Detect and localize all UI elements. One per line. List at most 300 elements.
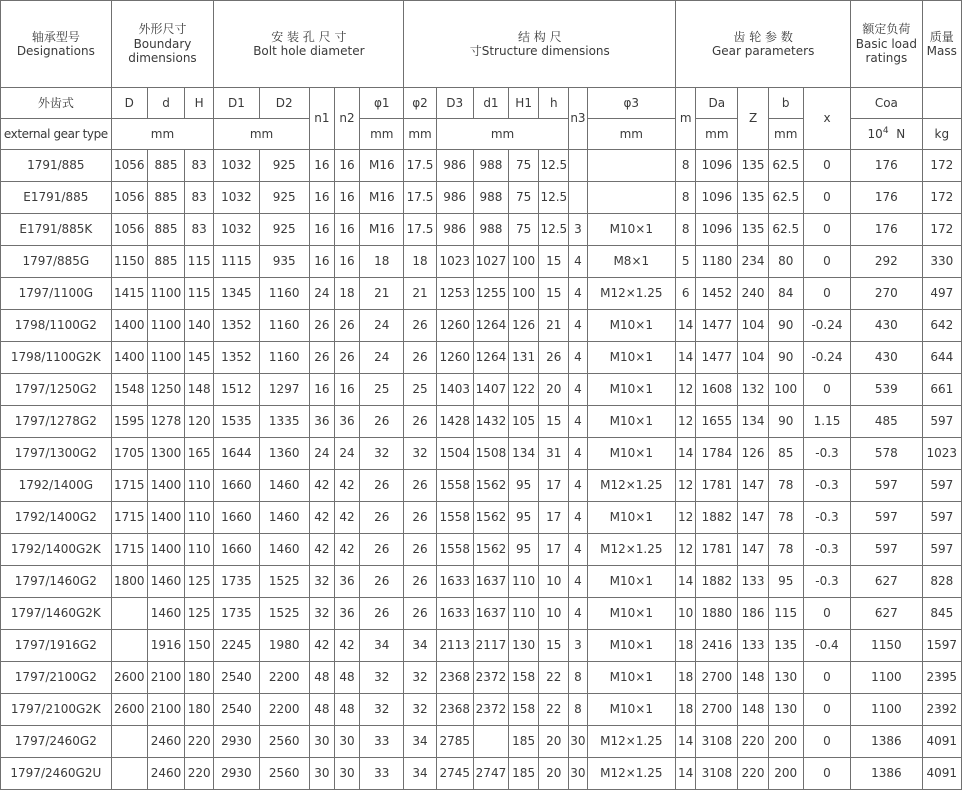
cell-Z: 148 — [738, 694, 768, 726]
cell-Z: 133 — [738, 630, 768, 662]
cell-x: 0 — [803, 726, 850, 758]
col-d: d — [147, 88, 184, 119]
cell-D1: 2540 — [214, 694, 259, 726]
cell-phi1: 33 — [360, 726, 404, 758]
cell-H: 220 — [185, 726, 214, 758]
cell-d: 2460 — [147, 726, 184, 758]
cell-mass: 4091 — [922, 758, 961, 790]
cell-h: 26 — [539, 342, 569, 374]
cell-phi3: M10×1 — [587, 502, 676, 534]
table-row — [1, 342, 962, 374]
cell-D2: 935 — [259, 246, 309, 278]
cell-H1: 131 — [509, 342, 539, 374]
cell-b: 100 — [768, 374, 803, 406]
cell-H1: 95 — [509, 502, 539, 534]
cell-h: 17 — [539, 534, 569, 566]
cell-H1: 185 — [509, 758, 539, 790]
col-n3: n3 — [569, 88, 587, 150]
cell-n1: 30 — [309, 726, 334, 758]
cell-Da: 1608 — [696, 374, 738, 406]
cell-phi3: M10×1 — [587, 438, 676, 470]
cell-Z: 104 — [738, 310, 768, 342]
cell-phi3: M12×1.25 — [587, 470, 676, 502]
cell-H1: 100 — [509, 278, 539, 310]
cell-m: 14 — [676, 726, 696, 758]
cell-H: 165 — [185, 438, 214, 470]
cell-x: -0.3 — [803, 534, 850, 566]
cell-n2: 30 — [334, 726, 359, 758]
cell-d1: 1562 — [473, 534, 508, 566]
cell-D: 1715 — [111, 470, 147, 502]
cell-H: 115 — [185, 278, 214, 310]
cell-n1: 26 — [309, 310, 334, 342]
cell-h: 21 — [539, 310, 569, 342]
cell-H: 125 — [185, 598, 214, 630]
cell-phi3: M10×1 — [587, 310, 676, 342]
cell-Coa: 1386 — [851, 726, 922, 758]
cell-mass: 497 — [922, 278, 961, 310]
table-row — [1, 662, 962, 694]
col-n2: n2 — [334, 88, 359, 150]
cell-D2: 1980 — [259, 630, 309, 662]
col-phi3: φ3 — [587, 88, 676, 119]
cell-n2: 36 — [334, 598, 359, 630]
cell-H1: 75 — [509, 150, 539, 182]
unit-structure: mm — [436, 119, 569, 150]
cell-n1: 32 — [309, 598, 334, 630]
cell-phi3: M10×1 — [587, 566, 676, 598]
cell-Da: 1655 — [696, 406, 738, 438]
cell-n3: 30 — [569, 758, 587, 790]
cell-D1: 1032 — [214, 150, 259, 182]
cell-D2: 1460 — [259, 502, 309, 534]
cell-phi2: 34 — [404, 630, 436, 662]
cell-H1: 185 — [509, 726, 539, 758]
col-b: b — [768, 88, 803, 119]
cell-H1: 130 — [509, 630, 539, 662]
cell-h: 20 — [539, 758, 569, 790]
col-Coa: Coa — [851, 88, 922, 119]
cell-D: 1415 — [111, 278, 147, 310]
cell-phi1: 32 — [360, 662, 404, 694]
cell-D1: 1660 — [214, 502, 259, 534]
cell-d1: 1027 — [473, 246, 508, 278]
load-zh: 额定负荷 — [862, 22, 911, 37]
cell-b: 62.5 — [768, 214, 803, 246]
unit-Da: mm — [696, 119, 738, 150]
cell-phi2: 18 — [404, 246, 436, 278]
cell-n3: 4 — [569, 246, 587, 278]
cell-n1: 16 — [309, 374, 334, 406]
cell-phi2: 26 — [404, 310, 436, 342]
cell-n2: 18 — [334, 278, 359, 310]
cell-H: 180 — [185, 662, 214, 694]
cell-designation: 1797/1278G2 — [1, 406, 112, 438]
cell-D: 1056 — [111, 150, 147, 182]
cell-n2: 42 — [334, 630, 359, 662]
cell-D3: 1633 — [436, 566, 473, 598]
cell-designation: 1792/1400G — [1, 470, 112, 502]
cell-Z: 135 — [738, 214, 768, 246]
cell-m: 18 — [676, 694, 696, 726]
cell-phi3: M12×1.25 — [587, 534, 676, 566]
cell-d: 1300 — [147, 438, 184, 470]
cell-d1: 2117 — [473, 630, 508, 662]
cell-phi1: 32 — [360, 438, 404, 470]
cell-x: -0.3 — [803, 438, 850, 470]
cell-H1: 95 — [509, 470, 539, 502]
cell-d1: 2372 — [473, 662, 508, 694]
cell-h: 20 — [539, 726, 569, 758]
cell-H1: 110 — [509, 598, 539, 630]
cell-n3 — [569, 182, 587, 214]
cell-x: -0.24 — [803, 310, 850, 342]
cell-Da: 1452 — [696, 278, 738, 310]
cell-n3: 4 — [569, 278, 587, 310]
cell-b: 80 — [768, 246, 803, 278]
cell-D3: 1633 — [436, 598, 473, 630]
col-D3: D3 — [436, 88, 473, 119]
group-header-row — [1, 1, 962, 88]
cell-d: 1250 — [147, 374, 184, 406]
cell-n2: 48 — [334, 694, 359, 726]
cell-d1: 988 — [473, 150, 508, 182]
cell-H1: 95 — [509, 534, 539, 566]
cell-D3: 986 — [436, 150, 473, 182]
cell-m: 12 — [676, 374, 696, 406]
cell-m: 12 — [676, 470, 696, 502]
cell-D: 1400 — [111, 342, 147, 374]
cell-n3: 4 — [569, 470, 587, 502]
cell-d1: 1562 — [473, 470, 508, 502]
unit-load-exp: 4 — [882, 126, 889, 137]
structure-header — [404, 1, 676, 88]
gear-header — [676, 1, 851, 88]
cell-D2: 1460 — [259, 534, 309, 566]
cell-H1: 105 — [509, 406, 539, 438]
cell-Da: 1882 — [696, 502, 738, 534]
cell-d: 2100 — [147, 694, 184, 726]
cell-D: 1715 — [111, 502, 147, 534]
cell-phi3: M10×1 — [587, 598, 676, 630]
cell-x: 0 — [803, 182, 850, 214]
cell-x: -0.3 — [803, 502, 850, 534]
cell-d1: 1562 — [473, 502, 508, 534]
cell-phi3 — [587, 150, 676, 182]
table-row — [1, 406, 962, 438]
cell-D: 1715 — [111, 534, 147, 566]
cell-phi2: 25 — [404, 374, 436, 406]
cell-m: 12 — [676, 534, 696, 566]
cell-designation: 1797/885G — [1, 246, 112, 278]
cell-h: 12.5 — [539, 150, 569, 182]
cell-n2: 24 — [334, 438, 359, 470]
cell-H: 83 — [185, 214, 214, 246]
cell-Z: 133 — [738, 566, 768, 598]
cell-n2: 26 — [334, 342, 359, 374]
mass-header — [922, 1, 961, 88]
cell-phi1: M16 — [360, 214, 404, 246]
cell-H: 120 — [185, 406, 214, 438]
col-Z: Z — [738, 88, 768, 150]
cell-phi2: 26 — [404, 470, 436, 502]
cell-H: 148 — [185, 374, 214, 406]
cell-Da: 1882 — [696, 566, 738, 598]
cell-mass: 597 — [922, 534, 961, 566]
cell-phi1: 26 — [360, 470, 404, 502]
cell-n3: 30 — [569, 726, 587, 758]
type-zh-label: 外齿式 — [1, 88, 112, 119]
cell-Coa: 1100 — [851, 662, 922, 694]
cell-h: 15 — [539, 406, 569, 438]
cell-H: 115 — [185, 246, 214, 278]
cell-n1: 42 — [309, 534, 334, 566]
cell-designation: 1798/1100G2K — [1, 342, 112, 374]
cell-d: 1460 — [147, 598, 184, 630]
cell-b: 200 — [768, 758, 803, 790]
cell-Coa: 485 — [851, 406, 922, 438]
cell-d: 885 — [147, 150, 184, 182]
cell-x: 1.15 — [803, 406, 850, 438]
cell-n3: 4 — [569, 310, 587, 342]
cell-Da: 2700 — [696, 694, 738, 726]
cell-n3: 8 — [569, 662, 587, 694]
cell-D3: 1558 — [436, 534, 473, 566]
cell-designation: E1791/885 — [1, 182, 112, 214]
cell-d1: 988 — [473, 182, 508, 214]
cell-mass: 172 — [922, 214, 961, 246]
cell-Coa: 176 — [851, 150, 922, 182]
cell-Coa: 430 — [851, 342, 922, 374]
cell-Coa: 430 — [851, 310, 922, 342]
cell-m: 14 — [676, 566, 696, 598]
cell-H1: 75 — [509, 182, 539, 214]
cell-d: 1100 — [147, 342, 184, 374]
cell-designation: 1792/1400G2 — [1, 502, 112, 534]
cell-phi1: 24 — [360, 310, 404, 342]
cell-phi1: 26 — [360, 598, 404, 630]
cell-h: 15 — [539, 278, 569, 310]
cell-D3: 1428 — [436, 406, 473, 438]
cell-b: 90 — [768, 310, 803, 342]
column-header-row — [1, 88, 962, 119]
cell-H: 110 — [185, 502, 214, 534]
cell-phi3: M8×1 — [587, 246, 676, 278]
cell-x: 0 — [803, 598, 850, 630]
cell-n3: 4 — [569, 438, 587, 470]
cell-D3: 1023 — [436, 246, 473, 278]
cell-h: 22 — [539, 662, 569, 694]
table-row — [1, 278, 962, 310]
cell-D3: 2368 — [436, 694, 473, 726]
cell-D2: 1360 — [259, 438, 309, 470]
cell-D2: 1335 — [259, 406, 309, 438]
gear-zh: 齿 轮 参 数 — [733, 29, 793, 44]
cell-n1: 42 — [309, 470, 334, 502]
cell-Z: 147 — [738, 470, 768, 502]
table-row — [1, 310, 962, 342]
cell-phi1: M16 — [360, 182, 404, 214]
cell-n2: 16 — [334, 246, 359, 278]
cell-phi1: 21 — [360, 278, 404, 310]
cell-phi3 — [587, 182, 676, 214]
cell-d: 1100 — [147, 278, 184, 310]
cell-Z: 234 — [738, 246, 768, 278]
cell-b: 84 — [768, 278, 803, 310]
cell-n1: 42 — [309, 502, 334, 534]
cell-D1: 1512 — [214, 374, 259, 406]
cell-phi3: M10×1 — [587, 374, 676, 406]
cell-D: 1150 — [111, 246, 147, 278]
cell-mass: 1023 — [922, 438, 961, 470]
cell-d1: 1432 — [473, 406, 508, 438]
cell-b: 115 — [768, 598, 803, 630]
col-D2: D2 — [259, 88, 309, 119]
cell-b: 135 — [768, 630, 803, 662]
cell-D2: 2200 — [259, 662, 309, 694]
cell-mass: 597 — [922, 406, 961, 438]
cell-designation: 1797/1916G2 — [1, 630, 112, 662]
cell-phi1: 32 — [360, 694, 404, 726]
cell-designation: 1797/2100G2 — [1, 662, 112, 694]
cell-Coa: 176 — [851, 182, 922, 214]
cell-Coa: 627 — [851, 598, 922, 630]
cell-H: 150 — [185, 630, 214, 662]
cell-n2: 16 — [334, 150, 359, 182]
designation-header — [1, 1, 112, 88]
cell-mass: 172 — [922, 150, 961, 182]
cell-D1: 1352 — [214, 310, 259, 342]
table-row — [1, 182, 962, 214]
cell-n2: 16 — [334, 374, 359, 406]
cell-x: 0 — [803, 246, 850, 278]
cell-designation: 1798/1100G2 — [1, 310, 112, 342]
cell-Da: 2700 — [696, 662, 738, 694]
cell-Da: 3108 — [696, 726, 738, 758]
cell-n3: 8 — [569, 694, 587, 726]
cell-mass: 1597 — [922, 630, 961, 662]
cell-m: 10 — [676, 598, 696, 630]
cell-b: 200 — [768, 726, 803, 758]
col-h: h — [539, 88, 569, 119]
cell-Coa: 597 — [851, 534, 922, 566]
col-x: x — [803, 88, 850, 150]
cell-b: 78 — [768, 470, 803, 502]
cell-d1: 1508 — [473, 438, 508, 470]
cell-Coa: 270 — [851, 278, 922, 310]
cell-n2: 36 — [334, 566, 359, 598]
cell-D3: 1260 — [436, 342, 473, 374]
cell-n2: 16 — [334, 214, 359, 246]
cell-n3 — [569, 150, 587, 182]
cell-d: 1400 — [147, 534, 184, 566]
cell-Da: 1880 — [696, 598, 738, 630]
cell-x: 0 — [803, 662, 850, 694]
cell-D: 2600 — [111, 694, 147, 726]
cell-n1: 36 — [309, 406, 334, 438]
cell-phi1: 33 — [360, 758, 404, 790]
cell-d1: 988 — [473, 214, 508, 246]
cell-phi2: 21 — [404, 278, 436, 310]
cell-h: 17 — [539, 502, 569, 534]
cell-D3: 1260 — [436, 310, 473, 342]
cell-phi2: 17.5 — [404, 150, 436, 182]
cell-designation: 1797/1300G2 — [1, 438, 112, 470]
cell-H: 180 — [185, 694, 214, 726]
cell-n2: 16 — [334, 182, 359, 214]
cell-phi2: 34 — [404, 758, 436, 790]
cell-H1: 100 — [509, 246, 539, 278]
cell-D2: 2560 — [259, 726, 309, 758]
cell-D1: 1345 — [214, 278, 259, 310]
cell-n1: 16 — [309, 246, 334, 278]
cell-m: 6 — [676, 278, 696, 310]
cell-Z: 220 — [738, 758, 768, 790]
boundary-header — [111, 1, 214, 88]
designation-zh: 轴承型号 — [31, 29, 80, 44]
cell-m: 14 — [676, 438, 696, 470]
col-D1: D1 — [214, 88, 259, 119]
cell-Z: 104 — [738, 342, 768, 374]
cell-D3: 2368 — [436, 662, 473, 694]
cell-d: 2100 — [147, 662, 184, 694]
cell-n1: 48 — [309, 662, 334, 694]
cell-mass: 828 — [922, 566, 961, 598]
cell-d1: 1637 — [473, 598, 508, 630]
cell-H: 110 — [185, 534, 214, 566]
bolt-hole-zh: 安 装 孔 尺 寸 — [271, 29, 347, 44]
cell-Z: 220 — [738, 726, 768, 758]
cell-D: 2600 — [111, 662, 147, 694]
cell-mass: 845 — [922, 598, 961, 630]
cell-m: 12 — [676, 502, 696, 534]
cell-n3: 4 — [569, 534, 587, 566]
cell-d: 1278 — [147, 406, 184, 438]
cell-designation: E1791/885K — [1, 214, 112, 246]
cell-x: 0 — [803, 758, 850, 790]
cell-n2: 26 — [334, 310, 359, 342]
cell-Da: 1477 — [696, 342, 738, 374]
cell-D: 1595 — [111, 406, 147, 438]
cell-phi1: 18 — [360, 246, 404, 278]
cell-h: 10 — [539, 598, 569, 630]
unit-load-base: 10 — [867, 127, 883, 142]
cell-m: 5 — [676, 246, 696, 278]
cell-Da: 3108 — [696, 758, 738, 790]
table-row — [1, 374, 962, 406]
cell-h: 12.5 — [539, 214, 569, 246]
cell-phi2: 17.5 — [404, 214, 436, 246]
mass-zh: 质量 — [929, 29, 954, 44]
cell-H: 110 — [185, 470, 214, 502]
table-row — [1, 470, 962, 502]
cell-n3: 4 — [569, 502, 587, 534]
cell-n3: 4 — [569, 598, 587, 630]
designation-en: Designations — [16, 44, 95, 58]
bolt-hole-header — [214, 1, 404, 88]
cell-phi2: 26 — [404, 598, 436, 630]
cell-x: 0 — [803, 278, 850, 310]
cell-D — [111, 598, 147, 630]
cell-d1: 1407 — [473, 374, 508, 406]
cell-h: 22 — [539, 694, 569, 726]
cell-H: 125 — [185, 566, 214, 598]
table-row — [1, 566, 962, 598]
cell-d: 885 — [147, 182, 184, 214]
cell-H: 83 — [185, 150, 214, 182]
cell-H: 140 — [185, 310, 214, 342]
cell-h: 31 — [539, 438, 569, 470]
